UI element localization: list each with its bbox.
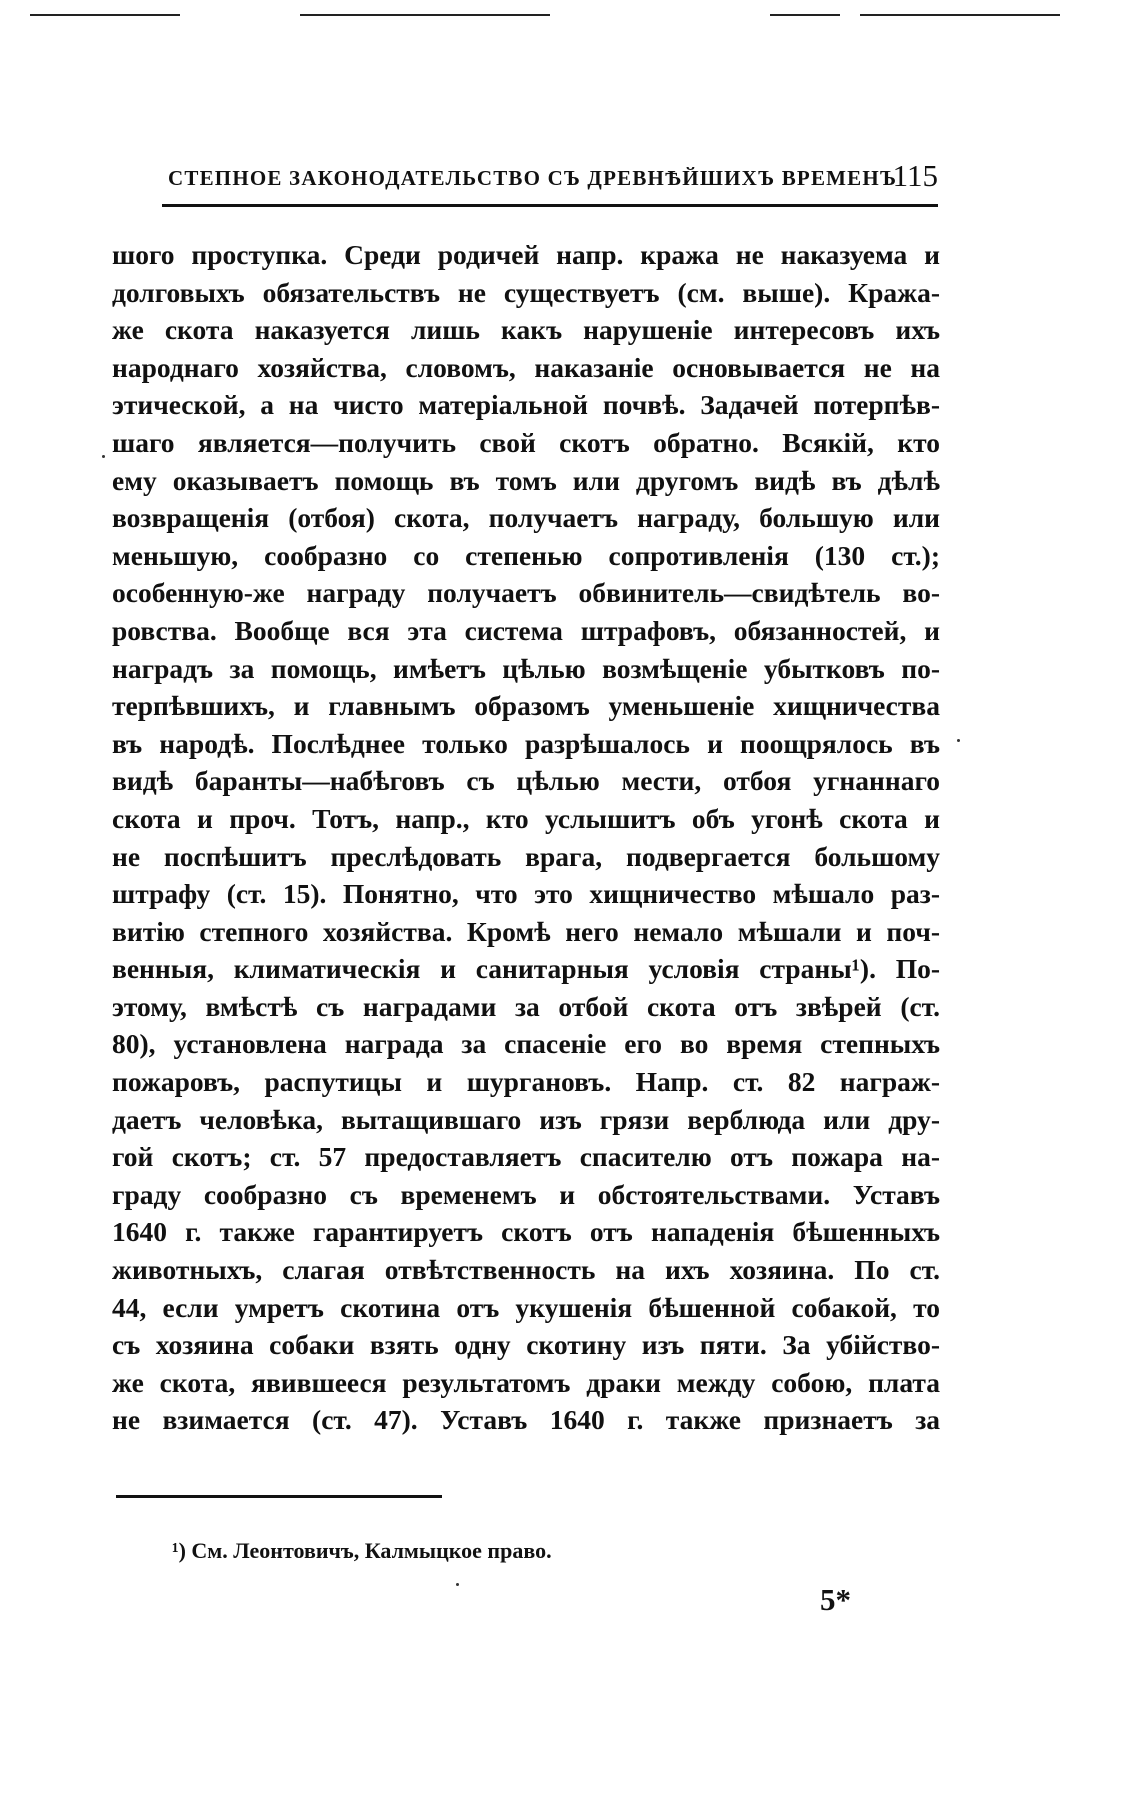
text-line: витію степного хозяйства. Кромѣ него немало мѣшали и поч-: [112, 915, 940, 947]
scan-speck: [456, 1583, 459, 1586]
text-line: этической, а на чисто матеріальной почвѣ. Задачей потерпѣв-: [112, 389, 940, 421]
text-line: долговыхъ обязательствъ не существуетъ (см. выше). Кража-: [112, 276, 940, 308]
text-line: штрафу (ст. 15). Понятно, что это хищничество мѣшало раз-: [112, 878, 940, 910]
scan-edge-line: [770, 14, 840, 16]
text-line: гой скотъ; ст. 57 предоставляетъ спасителю отъ пожара на-: [112, 1141, 940, 1173]
page-number: 115: [892, 158, 938, 193]
scan-edge-line: [30, 14, 180, 16]
scan-speck: [957, 739, 960, 742]
page-header: [118, 158, 938, 208]
text-line: этому, вмѣстѣ съ наградами за отбой скота отъ звѣрей (ст.: [112, 990, 940, 1022]
text-line: пожаровъ, распутицы и шургановъ. Напр. ст. 82 награж-: [112, 1066, 940, 1098]
text-line: шого проступка. Среди родичей напр. кража не наказуема и: [112, 239, 940, 270]
signature-mark: 5*: [820, 1582, 851, 1617]
text-line: животныхъ, слагая отвѣтственность на ихъ хозяина. По ст.: [112, 1254, 940, 1286]
text-line: граду сообразно съ временемъ и обстоятельствами. Уставъ: [112, 1178, 940, 1210]
footnote-rule: [116, 1495, 442, 1498]
text-line: ему оказываетъ помощь въ томъ или другомъ видѣ въ дѣлѣ: [112, 464, 940, 496]
text-line: не взимается (ст. 47). Уставъ 1640 г. также признаетъ за: [112, 1404, 940, 1436]
header-rule: [162, 204, 938, 207]
text-line: возвращенія (отбоя) скота, получаетъ награду, большую или: [112, 502, 940, 534]
text-line: скота и проч. Тотъ, напр., кто услышитъ объ угонѣ скота и: [112, 802, 940, 834]
scan-edge-line: [860, 14, 1060, 16]
text-line: съ хозяина собаки взять одну скотину изъ пяти. За убійство-: [112, 1329, 940, 1361]
text-line: же скота наказуется лишь какъ нарушеніе интересовъ ихъ: [112, 314, 940, 346]
text-line: въ народѣ. Послѣднее только разрѣшалось и поощрялось въ: [112, 727, 940, 759]
text-line: не поспѣшитъ преслѣдовать врага, подвергается большому: [112, 840, 940, 872]
text-line: венныя, климатическія и санитарныя условія страны¹). По-: [112, 953, 940, 985]
scan-edge-line: [300, 14, 550, 16]
footnote: ¹) См. Леонтовичъ, Калмыцкое право.: [172, 1538, 552, 1563]
body-text: [112, 236, 940, 1439]
text-line: 1640 г. также гарантируетъ скотъ отъ нападенія бѣшенныхъ: [112, 1216, 940, 1248]
text-line: видѣ баранты—набѣговъ съ цѣлью мести, отбоя угнаннаго: [112, 765, 940, 797]
text-line: терпѣвшихъ, и главнымъ образомъ уменьшеніе хищничества: [112, 690, 940, 722]
text-line: меньшую, сообразно со степенью сопротивленія (130 ст.);: [112, 539, 940, 571]
text-line: шаго является—получить свой скотъ обратно. Всякій, кто: [112, 426, 940, 458]
text-line: особенную-же награду получаетъ обвинитель—свидѣтель во-: [112, 577, 940, 609]
text-line: 80), установлена награда за спасеніе его во время степныхъ: [112, 1028, 940, 1060]
text-line: же скота, явившееся результатомъ драки между собою, плата: [112, 1366, 940, 1398]
text-line: народнаго хозяйства, словомъ, наказаніе основывается не на: [112, 351, 940, 383]
text-line: ровства. Вообще вся эта система штрафовъ, обязанностей, и: [112, 614, 940, 646]
text-line: даетъ человѣка, вытащившаго изъ грязи верблюда или дру-: [112, 1103, 940, 1135]
text-line: 44, если умретъ скотина отъ укушенія бѣшенной собакой, то: [112, 1291, 940, 1323]
scan-speck: [102, 455, 105, 458]
running-title: СТЕПНОЕ ЗАКОНОДАТЕЛЬСТВО СЪ ДРЕВНѢЙШИХЪ ВРЕМЕНЪ: [168, 166, 898, 190]
text-line: наградъ за помощь, имѣетъ цѣлью возмѣщеніе убытковъ по-: [112, 652, 940, 684]
